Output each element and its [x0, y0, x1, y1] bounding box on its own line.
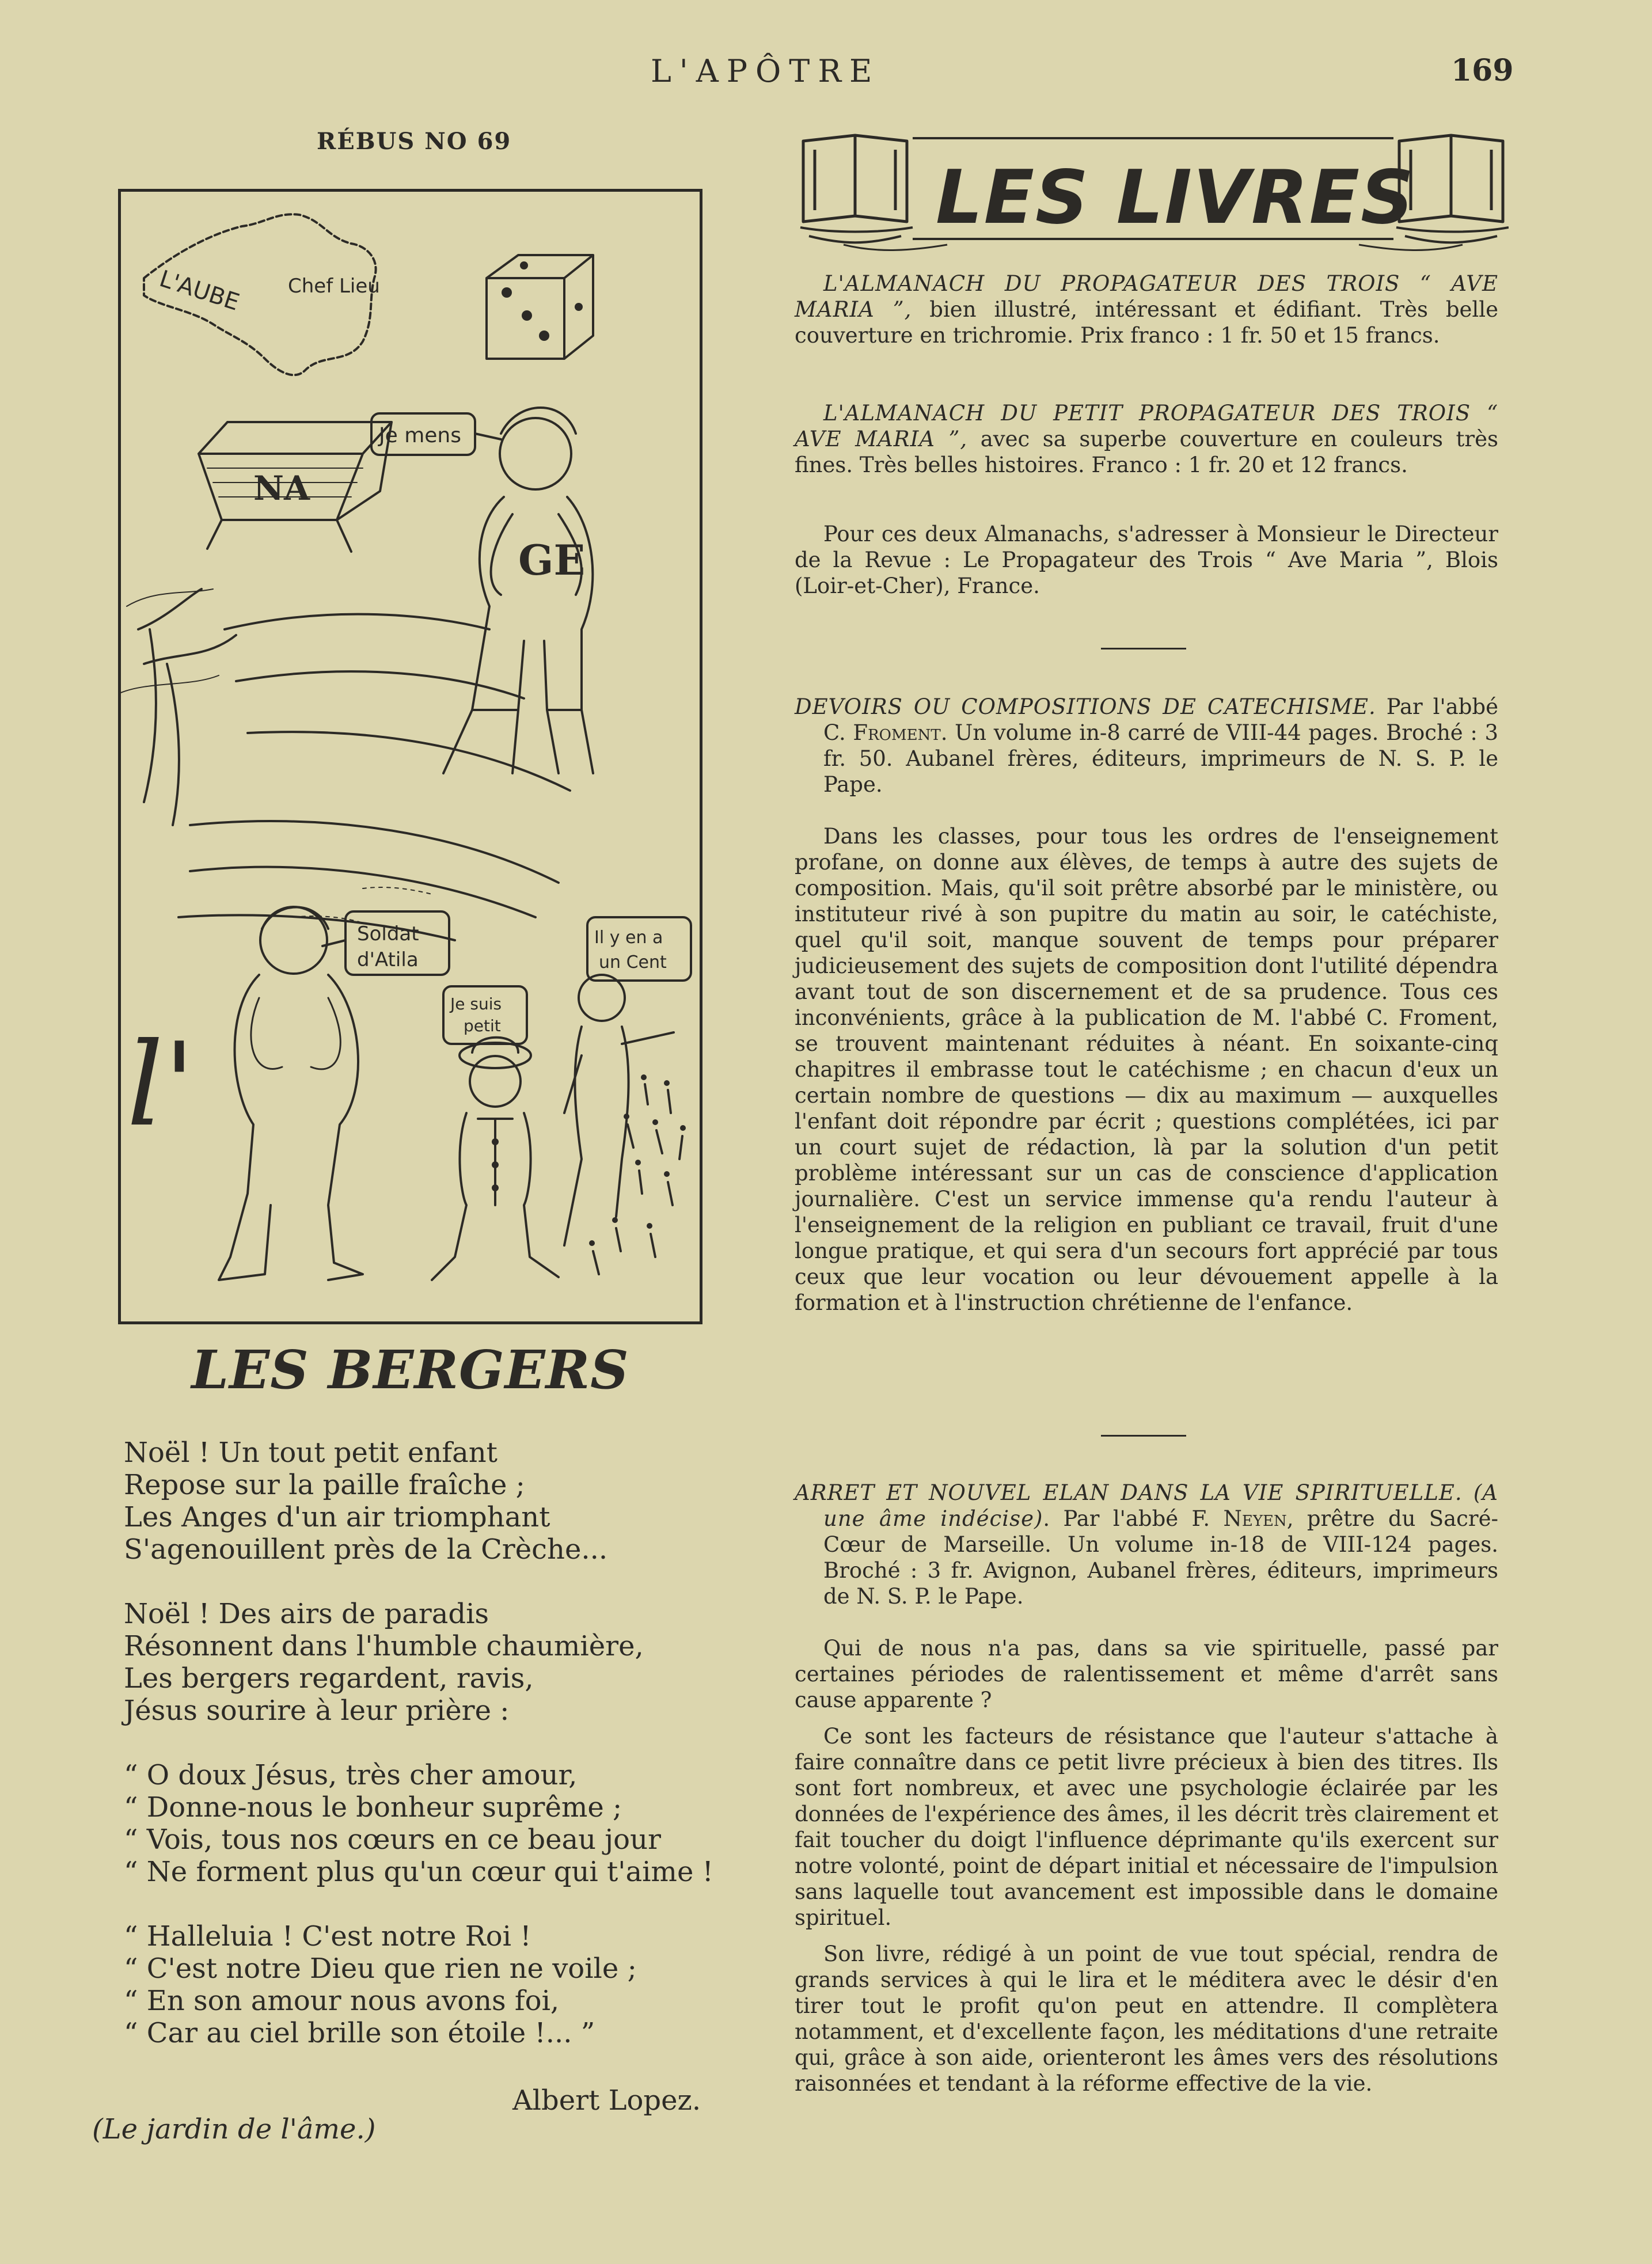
rebus-title: RÉBUS NO 69	[317, 128, 512, 155]
label-je-mens: Je mens	[379, 424, 461, 447]
label-il-y-en-a-2: un Cent	[599, 952, 667, 973]
book-entry-2	[795, 400, 1498, 478]
page-number: 169	[1451, 53, 1514, 88]
rebus-drawing	[121, 192, 700, 1321]
poem-author: Albert Lopez.	[512, 2084, 701, 2117]
label-l-apostrophe: l'	[127, 1018, 195, 1152]
soldier-body	[219, 975, 363, 1280]
little-boy-body	[432, 1113, 559, 1280]
poem-line: “ Ne forment plus qu'un cœur qui t'aime !	[124, 1856, 713, 1888]
label-je-suis-2: petit	[464, 1016, 501, 1035]
label-soldat-2: d'Atila	[357, 948, 419, 971]
book-4-author: Neyen	[1223, 1506, 1287, 1531]
rebus-illustration	[118, 189, 702, 1324]
poem-stanza	[124, 1759, 763, 1888]
book-3-info-a: Par l'abbé C.	[823, 694, 1498, 745]
book-4-info-a: . Par l'abbé F.	[1043, 1506, 1224, 1531]
tree-trunk	[138, 589, 236, 825]
book-3-title: DEVOIRS OU COMPOSITIONS DE CATECHISME.	[795, 694, 1376, 719]
poem-line: “ O doux Jésus, très cher amour,	[124, 1759, 578, 1791]
poem-line: Noël ! Un tout petit enfant	[124, 1437, 498, 1469]
section-header	[797, 130, 1509, 259]
label-chef-lieu: Chef Lieu	[288, 275, 380, 298]
scattered-i-letters	[593, 1084, 682, 1274]
poem-line: Les Anges d'un air triomphant	[124, 1501, 550, 1533]
book-entry-1	[795, 271, 1498, 348]
journal-title: L'APÔTRE	[651, 53, 880, 89]
poem-line: “ Vois, tous nos cœurs en ce beau jour	[124, 1824, 661, 1856]
book-4-review-2: Ce sont les facteurs de résistance que l'auteur s'attache à faire connaître dans ce petit livre précieux à bien des titres. Ils sont fort nombreux, et avec une psychologie éclairée par les données de l'expérience des âmes, il les décrit très clairement et fait toucher du doigt l'influence déprimante qu'ils exercent sur notre volonté, point de départ initial et nécessaire de l'impulsion sans laquelle tout avancement est impossible dans le domaine spirituel.	[795, 1724, 1498, 1930]
label-je-suis-1: Je suis	[450, 994, 502, 1013]
book-4-review	[795, 1635, 1498, 2096]
poem-line: Les bergers regardent, ravis,	[124, 1662, 534, 1695]
poem-line: Repose sur la paille fraîche ;	[124, 1469, 525, 1501]
poem-line: “ Halleluia ! C'est notre Roi !	[124, 1920, 531, 1952]
label-aube: L'AUBE	[156, 265, 243, 316]
book-4-subtitle: (A une âme indécise)	[823, 1480, 1498, 1531]
almanach-note-text: Pour ces deux Almanachs, s'adresser à Monsieur le Directeur de la Revue : Le Propagateur des Trois “ Ave Maria ”, Blois (Loir-et-Cher), France.	[795, 522, 1498, 598]
poem-line: Noël ! Des airs de paradis	[124, 1598, 489, 1630]
poem-line: “ Car au ciel brille son étoile !... ”	[124, 2017, 595, 2049]
book-4-review-1: Qui de nous n'a pas, dans sa vie spirituelle, passé par certaines périodes de ralentissement et même d'arrêt sans cause apparente ?	[795, 1636, 1498, 1712]
boy-head	[500, 418, 571, 489]
poem-stanza	[124, 1920, 763, 2049]
poem-source: (Le jardin de l'âme.)	[92, 2113, 376, 2145]
book-4-review-3: Son livre, rédigé à un point de vue tout spécial, rendra de grands services à qui le lira et le méditera avec le désir d'en tirer tout le profit qu'on peut en attendre. Il complètera notamment, et d'excellente façon, les méditations d'une retraite qui, grâce à son aide, orienteront les âmes vers des résolutions raisonnées et tendant à la réforme effective de la vie.	[795, 1942, 1498, 2096]
book-3-author: Froment	[853, 720, 941, 745]
book-2-title: L'ALMANACH DU PETIT PROPAGATEUR DES TROIS “ AVE MARIA ”,	[795, 401, 1498, 451]
book-entry-4	[795, 1480, 1498, 1609]
poem-line: S'agenouillent près de la Crèche...	[124, 1533, 608, 1566]
section-divider	[1101, 648, 1186, 649]
book-2-text: avec sa superbe couverture en couleurs très fines. Très belles histoires. Franco : 1 fr. 20 et 12 francs.	[795, 427, 1498, 477]
label-soldat-1: Soldat	[357, 922, 419, 945]
label-ge: GE	[518, 535, 586, 584]
book-4-title: ARRET ET NOUVEL ELAN DANS LA VIE SPIRITUELLE.	[795, 1480, 1463, 1505]
poem-body	[124, 1437, 763, 2081]
poem-line: “ C'est notre Dieu que rien ne voile ;	[124, 1952, 637, 1985]
book-4-info-b: , prêtre du Sacré-Cœur de Marseille. Un volume in-18 de VIII-124 pages. Broché : 3 fr. Avignon, Aubanel frères, éditeurs, imprimeurs de N. S. P. le Pape.	[823, 1506, 1498, 1609]
poem-stanza	[124, 1437, 763, 1566]
label-il-y-en-a-1: Il y en a	[594, 928, 663, 948]
poem-title: LES BERGERS	[191, 1339, 629, 1401]
book-3-review-text: Dans les classes, pour tous les ordres de l'enseignement profane, on donne aux élèves, de temps à autre des sujets de composition. Mais, qu'il soit prêtre absorbé par le ministère, ou instituteur rivé à son pupitre du matin au soir, le catéchiste, quel qu'il soit, manque souvent de temps pour préparer judicieusement des sujets de composition dont l'utilité dépendra avant tout de son discernement et de sa prudence. Tous ces inconvénients, grâce à la publication de M. l'abbé C. Froment, se trouvent maintenant réduites à néant. En soixante-cinq chapitres il embrasse tout le catéchisme ; en chacun d'eux un certain nombre de questions — dix au maximum — auxquelles l'enfant doit répondre par écrit ; questions complétées, ici par un court sujet de rédaction, là par la solution d'un petit problème intéressant sur un cas de conscience d'application journalière. C'est un service immense qu'a rendu l'auteur à l'enseignement de la religion en publiant ce travail, fruit d'une longue pratique, et qui sera d'un secours fort apprécié par tous ceux que leur vocation ou leur dévouement appelle à la formation et à l'instruction chrétienne de l'enfance.	[795, 824, 1498, 1315]
open-book-icon	[803, 135, 907, 222]
poem-line: “ Donne-nous le bonheur suprême ;	[124, 1791, 622, 1824]
section-title: LES LIVRES	[936, 155, 1415, 241]
poem-line: “ En son amour nous avons foi,	[124, 1985, 560, 2017]
book-1-title: L'ALMANACH DU PROPAGATEUR DES TROIS “ AVE MARIA ”,	[795, 271, 1498, 322]
section-divider	[1101, 1435, 1186, 1437]
poem-line: Résonnent dans l'humble chaumière,	[124, 1630, 644, 1662]
poem-line: Jésus sourire à leur prière :	[124, 1695, 510, 1727]
book-3-review	[795, 823, 1498, 1316]
label-na: NA	[253, 469, 310, 508]
almanach-note	[795, 521, 1498, 599]
book-entry-3	[795, 694, 1498, 797]
poem-stanza	[124, 1598, 763, 1727]
book-1-text: bien illustré, intéressant et édifiant. Très belle couverture en trichromie. Prix franco : 1 fr. 50 et 15 francs.	[795, 297, 1498, 348]
book-3-info-b: . Un volume in-8 carré de VIII-44 pages. Broché : 3 fr. 50. Aubanel frères, éditeurs, imprimeurs de N. S. P. le Pape.	[823, 720, 1499, 797]
hill-lines	[179, 614, 570, 940]
